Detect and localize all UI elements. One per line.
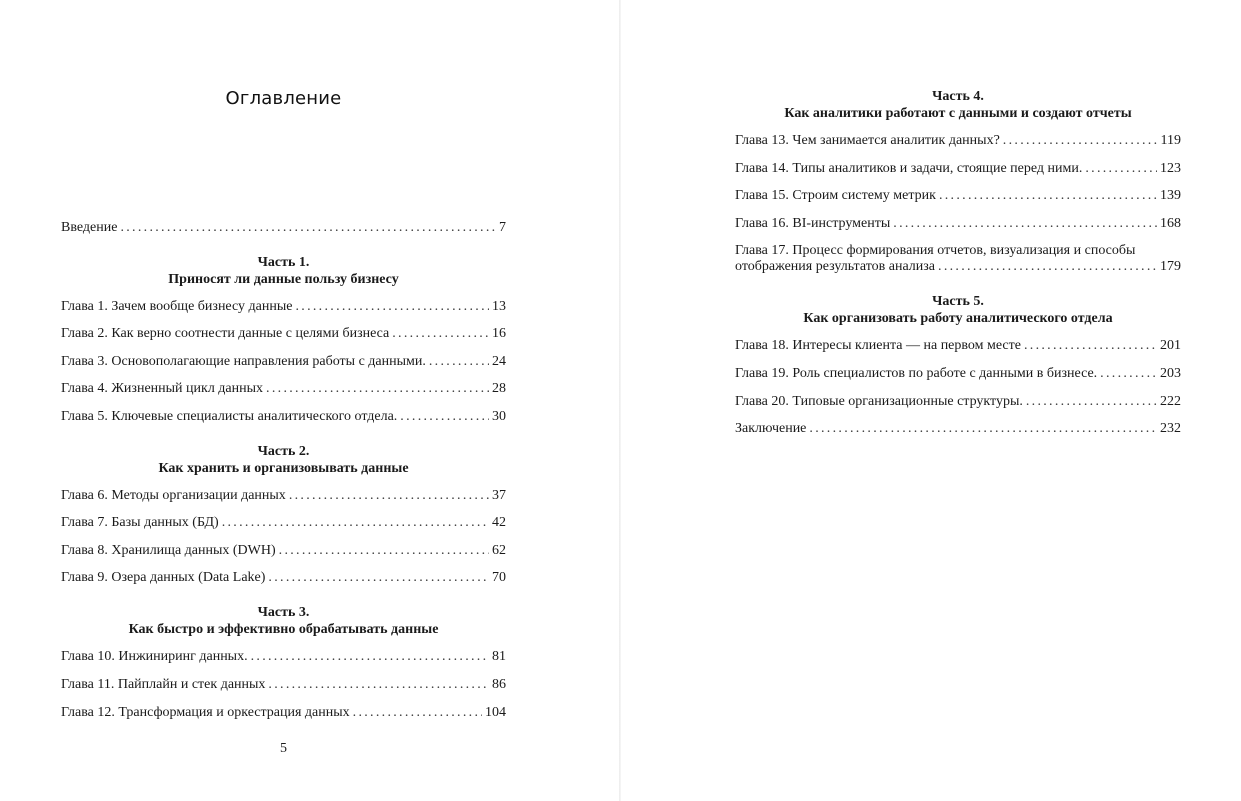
dot-leader <box>295 299 489 315</box>
toc-entry-label: Глава 18. Интересы клиента — на первом месте <box>735 338 1021 353</box>
dot-leader <box>268 677 489 693</box>
toc-entry-outro[interactable] <box>735 421 1181 437</box>
right-page <box>621 0 1241 801</box>
part-label: Часть 1. <box>257 255 310 270</box>
dot-leader <box>251 649 489 665</box>
toc-entry-page: 70 <box>492 570 506 585</box>
part-label: Часть 4. <box>932 89 984 104</box>
toc-entry-label-line1: Глава 17. Процесс формирования отчетов, визуализация и способы <box>735 243 1136 258</box>
toc-entry-label-line2: отображения результатов анализа <box>735 259 936 274</box>
toc-entry-label: Глава 2. Как верно соотнести данные с целями бизнеса <box>61 326 390 341</box>
toc-entry-label: Заключение <box>735 421 807 436</box>
dot-leader <box>1085 161 1157 177</box>
toc-entry-page: 179 <box>1160 259 1181 274</box>
toc-entry-page: 13 <box>492 299 506 314</box>
toc-entry-label: Глава 13. Чем занимается аналитик данных? <box>735 133 1000 148</box>
toc-entry-chapter-9[interactable] <box>61 570 506 586</box>
toc-entry-chapter-3[interactable] <box>61 354 506 370</box>
dot-leader <box>1100 366 1157 382</box>
toc-entry-chapter-20[interactable] <box>735 394 1181 410</box>
dot-leader <box>266 381 489 397</box>
dot-leader <box>222 515 489 531</box>
part-heading-2 <box>61 444 506 477</box>
toc-entry-chapter-18[interactable] <box>735 338 1181 354</box>
part-subtitle: Как организовать работу аналитического отдела <box>803 310 1113 326</box>
toc-entry-page: 104 <box>485 705 506 720</box>
toc-entry-page: 42 <box>492 515 506 530</box>
toc-entry-label: Глава 4. Жизненный цикл данных <box>61 381 264 396</box>
toc-entry-chapter-15[interactable] <box>735 188 1181 204</box>
dot-leader <box>939 188 1157 204</box>
dot-leader <box>400 409 489 425</box>
toc-entry-label: Глава 7. Базы данных (БД) <box>61 515 219 530</box>
toc-entry-page: 123 <box>1160 161 1181 176</box>
dot-leader <box>279 543 489 559</box>
toc-entry-label: Глава 16. BI-инструменты <box>735 216 891 231</box>
toc-entry-page: 62 <box>492 543 506 558</box>
toc-entry-chapter-10[interactable] <box>61 649 506 665</box>
toc-entry-chapter-8[interactable] <box>61 543 506 559</box>
toc-entry-label: Глава 6. Методы организации данных <box>61 488 286 503</box>
dot-leader <box>289 488 489 504</box>
dot-leader <box>1026 394 1157 410</box>
toc-entry-label: Глава 1. Зачем вообще бизнесу данные <box>61 299 293 314</box>
toc-entry-chapter-19[interactable] <box>735 366 1181 382</box>
dot-leader <box>392 326 489 342</box>
toc-entry-label: Глава 8. Хранилища данных (DWH) <box>61 543 276 558</box>
dot-leader <box>429 354 489 370</box>
toc-entry-page: 201 <box>1160 338 1181 353</box>
toc-entry-page: 139 <box>1160 188 1181 203</box>
part-subtitle: Как аналитики работают с данными и создают отчеты <box>784 105 1132 121</box>
toc-entry-page: 28 <box>492 381 506 396</box>
dot-leader <box>1024 338 1157 354</box>
toc-entry-label: Глава 9. Озера данных (Data Lake) <box>61 570 266 585</box>
left-page <box>0 0 619 801</box>
dot-leader <box>938 259 1157 275</box>
dot-leader <box>809 421 1157 437</box>
toc-entry-chapter-17[interactable] <box>735 243 1181 275</box>
toc-entry-label: Глава 14. Типы аналитиков и задачи, стоящие перед ними. <box>735 161 1083 176</box>
part-heading-5 <box>735 294 1181 327</box>
dot-leader <box>893 216 1157 232</box>
toc-entry-page: 86 <box>492 677 506 692</box>
toc-entry-chapter-16[interactable] <box>735 216 1181 232</box>
dot-leader <box>268 570 489 586</box>
part-heading-1 <box>61 255 506 288</box>
toc-entry-chapter-5[interactable] <box>61 409 506 425</box>
page-title: Оглавление <box>225 88 342 109</box>
part-label: Часть 3. <box>257 605 310 620</box>
toc-entry-label: Глава 12. Трансформация и оркестрация данных <box>61 705 350 720</box>
toc-entry-page: 119 <box>1160 133 1181 148</box>
toc-entry-page: 232 <box>1160 421 1181 436</box>
toc-entry-label: Глава 11. Пайплайн и стек данных <box>61 677 266 692</box>
toc-entry-chapter-11[interactable] <box>61 677 506 693</box>
toc-entry-page: 30 <box>492 409 506 424</box>
toc-entry-chapter-6[interactable] <box>61 488 506 504</box>
toc-entry-chapter-12[interactable] <box>61 705 506 721</box>
toc-entry-label: Глава 3. Основополагающие направления работы с данными. <box>61 354 426 369</box>
part-subtitle: Приносят ли данные пользу бизнесу <box>168 271 399 287</box>
part-subtitle: Как быстро и эффективно обрабатывать данные <box>128 621 439 637</box>
toc-entry-chapter-2[interactable] <box>61 326 506 342</box>
toc-entry-page: 37 <box>492 488 506 503</box>
part-heading-4 <box>735 89 1181 122</box>
dot-leader <box>1003 133 1158 149</box>
page-number: 5 <box>280 741 287 756</box>
toc-entry-page: 81 <box>492 649 506 664</box>
toc-entry-chapter-1[interactable] <box>61 299 506 315</box>
dot-leader <box>353 705 482 721</box>
toc-entry-page: 168 <box>1160 216 1181 231</box>
toc-entry-label: Глава 20. Типовые организационные структуры. <box>735 394 1023 409</box>
toc-entry-page: 7 <box>499 220 506 235</box>
toc-entry-chapter-7[interactable] <box>61 515 506 531</box>
toc-entry-label: Глава 19. Роль специалистов по работе с данными в бизнесе. <box>735 366 1098 381</box>
toc-entry-page: 222 <box>1160 394 1181 409</box>
part-heading-3 <box>61 605 506 638</box>
dot-leader <box>120 220 496 236</box>
toc-entry-chapter-13[interactable] <box>735 133 1181 149</box>
toc-entry-page: 16 <box>492 326 506 341</box>
part-label: Часть 5. <box>932 294 984 309</box>
toc-entry-intro[interactable] <box>61 220 506 236</box>
toc-entry-label: Глава 5. Ключевые специалисты аналитического отдела. <box>61 409 398 424</box>
toc-entry-label: Введение <box>61 220 118 235</box>
toc-entry-page: 24 <box>492 354 506 369</box>
part-subtitle: Как хранить и организовывать данные <box>158 460 409 476</box>
toc-entry-chapter-4[interactable] <box>61 381 506 397</box>
toc-entry-page: 203 <box>1160 366 1181 381</box>
toc-entry-chapter-14[interactable] <box>735 161 1181 177</box>
part-label: Часть 2. <box>257 444 310 459</box>
toc-entry-label: Глава 15. Строим систему метрик <box>735 188 936 203</box>
toc-entry-label: Глава 10. Инжиниринг данных. <box>61 649 248 664</box>
